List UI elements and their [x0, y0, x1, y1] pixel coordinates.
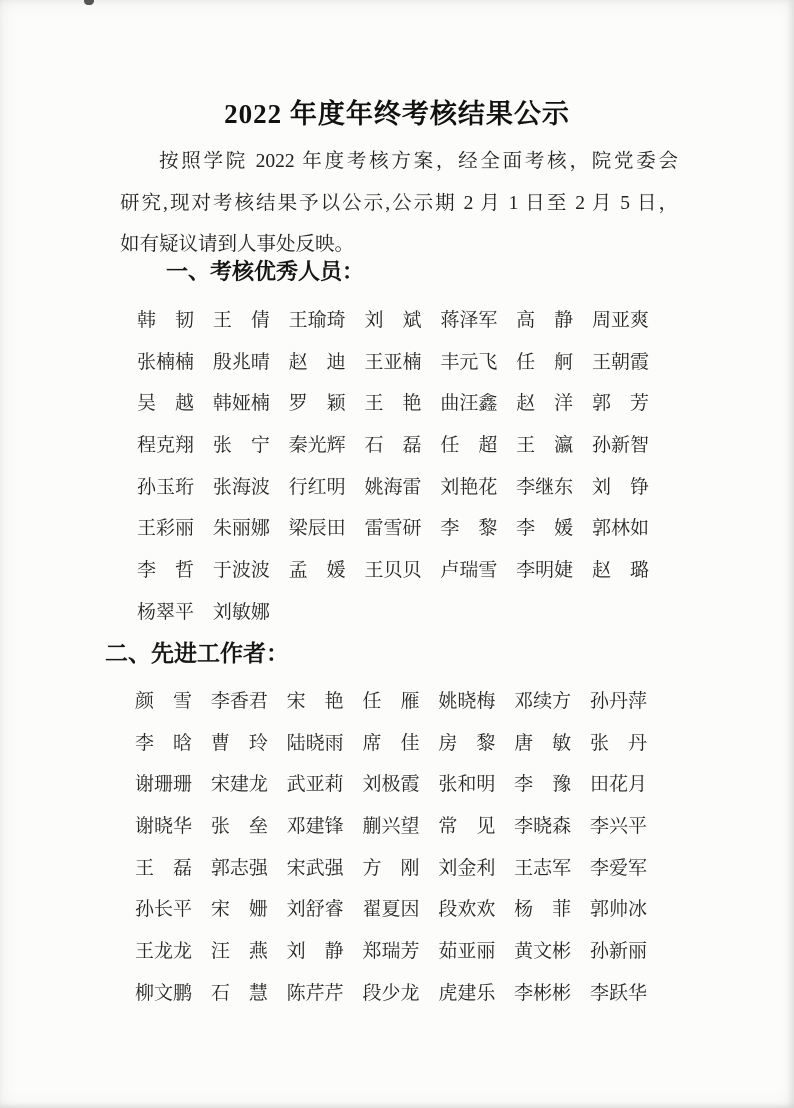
name-row — [135, 681, 649, 723]
document-title: 2022 年度年终考核结果公示 — [224, 99, 570, 129]
scan-artifact — [84, 0, 94, 5]
person-name: 王彩丽 — [137, 518, 195, 540]
person-name: 李 媛 — [516, 518, 574, 540]
person-name: 曲汪鑫 — [440, 393, 498, 415]
person-name: 张 垒 — [210, 816, 268, 838]
person-name: 王亚楠 — [364, 351, 422, 373]
person-name: 李彬彬 — [514, 982, 572, 1004]
person-name: 邓续方 — [514, 691, 572, 712]
person-name: 李跃华 — [589, 982, 647, 1004]
person-name: 李明婕 — [516, 560, 574, 582]
person-name: 陈芹芹 — [286, 982, 344, 1004]
person-name: 孙丹萍 — [589, 691, 647, 712]
person-name: 张和明 — [438, 774, 496, 796]
person-name: 王朝霞 — [591, 351, 649, 373]
person-name: 郭帅冰 — [589, 899, 647, 921]
person-name: 蒯兴望 — [362, 816, 420, 838]
person-name: 郭 芳 — [591, 393, 649, 415]
person-name: 刘 静 — [286, 941, 344, 963]
person-name: 石 慧 — [210, 982, 268, 1004]
person-name: 谢晓华 — [135, 816, 193, 838]
name-row — [137, 425, 651, 467]
person-name: 刘极霞 — [362, 774, 420, 796]
person-name: 席 佳 — [362, 732, 420, 754]
person-name: 虎建乐 — [438, 982, 496, 1004]
name-row — [135, 973, 649, 1015]
person-name: 李晓森 — [514, 816, 572, 838]
person-name: 李 哲 — [137, 560, 195, 582]
person-name: 于波波 — [212, 560, 270, 582]
person-name: 任 舸 — [516, 351, 574, 373]
person-name: 黄文彬 — [514, 941, 572, 963]
person-name: 谢珊珊 — [135, 774, 193, 796]
section-heading: 二、先进工作者： — [105, 640, 289, 666]
person-name: 周亚爽 — [591, 310, 649, 331]
person-name: 张 丹 — [589, 732, 647, 754]
person-name: 姚海雷 — [364, 476, 422, 498]
person-name: 杨翠平 — [137, 601, 195, 623]
name-row — [137, 383, 651, 425]
person-name: 颜 雪 — [135, 691, 193, 712]
person-name: 卢瑞雪 — [440, 560, 498, 582]
name-row — [137, 342, 651, 384]
person-name: 行红明 — [288, 476, 346, 498]
person-name: 唐 敏 — [514, 732, 572, 754]
person-name: 邓建锋 — [286, 816, 344, 838]
name-row — [135, 889, 649, 931]
person-name: 高 静 — [516, 310, 574, 331]
person-name: 秦光辉 — [288, 435, 346, 457]
person-name: 任 雁 — [362, 691, 420, 712]
person-name: 刘 斌 — [364, 310, 422, 331]
person-name: 宋武强 — [286, 857, 344, 879]
person-name: 方 刚 — [362, 857, 420, 879]
person-name: 王龙龙 — [135, 941, 193, 963]
person-name: 刘舒睿 — [286, 899, 344, 921]
name-row — [137, 467, 651, 509]
person-name: 李爱军 — [589, 857, 647, 879]
paragraph-line: 研究,现对考核结果予以公示,公示期 2 月 1 日至 2 月 5 日， — [120, 192, 678, 214]
person-name: 茹亚丽 — [438, 941, 496, 963]
person-name: 赵 洋 — [516, 393, 574, 415]
person-name: 朱丽娜 — [212, 518, 270, 540]
person-name: 刘 铮 — [591, 476, 649, 498]
person-name: 王 倩 — [212, 310, 270, 331]
person-name: 郑瑞芳 — [362, 941, 420, 963]
person-name: 郭志强 — [210, 857, 268, 879]
person-name: 刘艳花 — [440, 476, 498, 498]
person-name: 王 瀛 — [516, 435, 574, 457]
person-name: 张海波 — [212, 476, 270, 498]
paragraph-line: 如有疑议请到人事处反映。 — [120, 234, 355, 255]
person-name: 王 磊 — [135, 857, 193, 879]
person-name: 杨 菲 — [514, 899, 572, 921]
name-row — [135, 806, 649, 848]
person-name: 张楠楠 — [137, 351, 195, 373]
person-name: 李 黎 — [440, 518, 498, 540]
person-name: 韩 韧 — [137, 310, 195, 331]
person-name: 李香君 — [210, 691, 268, 712]
intro-paragraph — [120, 141, 678, 266]
person-name: 刘金利 — [438, 857, 496, 879]
name-rows — [137, 300, 651, 634]
person-name: 翟夏因 — [362, 899, 420, 921]
person-name: 罗 颖 — [288, 393, 346, 415]
person-name: 赵 璐 — [591, 560, 649, 582]
name-row — [137, 508, 651, 550]
person-name: 孙玉珩 — [137, 476, 195, 498]
section-heading: 一、考核优秀人员： — [166, 259, 365, 284]
person-name: 程克翔 — [137, 435, 195, 457]
person-name: 柳文鹏 — [135, 982, 193, 1004]
person-name: 姚晓梅 — [438, 691, 496, 712]
person-name: 赵 迪 — [288, 351, 346, 373]
person-name: 丰元飞 — [440, 351, 498, 373]
person-name: 常 见 — [438, 816, 496, 838]
person-name: 房 黎 — [438, 732, 496, 754]
person-name: 段少龙 — [362, 982, 420, 1004]
person-name: 武亚莉 — [286, 774, 344, 796]
person-name: 雷雪研 — [364, 518, 422, 540]
person-name: 吴 越 — [137, 393, 195, 415]
person-name: 郭林如 — [591, 518, 649, 540]
name-row — [135, 848, 649, 890]
person-name: 王志军 — [514, 857, 572, 879]
person-name: 段欢欢 — [438, 899, 496, 921]
person-name: 李 豫 — [514, 774, 572, 796]
name-rows — [135, 681, 649, 1015]
person-name: 韩娅楠 — [212, 393, 270, 415]
person-name: 宋 艳 — [286, 691, 344, 712]
person-name: 王贝贝 — [364, 560, 422, 582]
person-name: 李兴平 — [589, 816, 647, 838]
person-name: 李继东 — [516, 476, 574, 498]
person-name: 王瑜琦 — [288, 310, 346, 331]
person-name: 孙新丽 — [589, 941, 647, 963]
person-name: 张 宁 — [212, 435, 270, 457]
name-row — [137, 300, 651, 342]
name-row — [137, 592, 651, 634]
person-name: 汪 燕 — [210, 941, 268, 963]
person-name: 蒋泽军 — [440, 310, 498, 331]
name-row — [135, 723, 649, 765]
person-name: 田花月 — [589, 774, 647, 796]
name-row — [135, 764, 649, 806]
name-row — [135, 931, 649, 973]
person-name: 孙新智 — [591, 435, 649, 457]
person-name: 梁辰田 — [288, 518, 346, 540]
person-name: 李 晗 — [135, 732, 193, 754]
person-name: 任 超 — [440, 435, 498, 457]
person-name: 王 艳 — [364, 393, 422, 415]
paragraph-line: 按照学院 2022 年度考核方案，经全面考核，院党委会 — [159, 151, 678, 172]
person-name: 石 磊 — [364, 435, 422, 457]
person-name: 孟 媛 — [288, 560, 346, 582]
name-row — [137, 550, 651, 592]
person-name: 刘敏娜 — [212, 601, 270, 623]
person-name: 殷兆晴 — [212, 351, 270, 373]
person-name: 孙长平 — [135, 899, 193, 921]
person-name: 宋建龙 — [210, 774, 268, 796]
person-name: 陆晓雨 — [286, 732, 344, 754]
person-name: 曹 玲 — [210, 732, 268, 754]
person-name: 宋 姗 — [210, 899, 268, 921]
